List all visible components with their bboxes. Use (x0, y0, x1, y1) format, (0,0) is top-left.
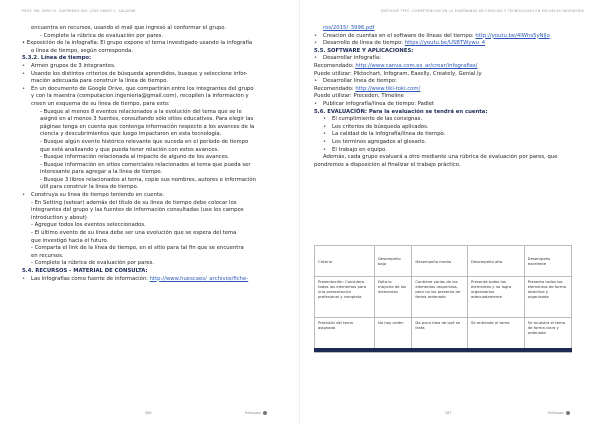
line-text: Los criterios de búsqueda aplicados. (332, 123, 429, 130)
right-page-body (314, 25, 584, 169)
line-text: 5.6. EVALUACIÓN: Para la evaluación se tendrá en cuenta: (314, 108, 488, 115)
right-text-line (314, 154, 584, 162)
right-text-line (314, 116, 584, 124)
line-text: El cumplimiento de las consignas. (332, 116, 423, 123)
rubric-cell: Se muestra el tema de forma clara y ordenada (524, 318, 571, 353)
left-text-line: o línea de tiempo, según corresponda. (31, 47, 134, 54)
left-text-line: encuentra en recursos, usando el mail que ingresó al conformar el grupo. (31, 25, 227, 31)
left-text-line: que investigó hacia el futuro. (31, 237, 109, 244)
rubric-table (314, 245, 572, 353)
left-text-line: - El último evento de su línea debe ser una evolución que se espera del tema (31, 230, 237, 237)
rubric-row (315, 277, 572, 318)
rubric-header-cell: Desempeño bajo (375, 246, 412, 277)
resource-line (22, 276, 292, 284)
line-text: Desarrollar línea de tiempo: (323, 78, 397, 85)
left-text-line: páginas tenga en cuenta que contenga información respecto a los avances de la (40, 123, 255, 130)
right-text-line (314, 139, 584, 147)
left-text-line: - Complete la rúbrica de evaluación por pares. (40, 32, 164, 39)
line-text: Recomendado: (314, 85, 356, 92)
left-text-line: interesante para agregar a la línea de tiempo. (40, 169, 163, 176)
left-text-line: y con la maestra (computacion.ingenieria@gmail.com), recopilen la información y (31, 93, 249, 100)
rubric-cell: Da poca idea de qué se trata (412, 318, 468, 353)
line-text: 5.5. SOFTWARE Y APLICACIONES: (314, 47, 414, 54)
resource-link[interactable]: https://youtu.be/USBTWywu_4 (404, 40, 486, 47)
left-text-line: integrantes del grupo y las fuentes de información consultadas (use los campos (31, 207, 244, 214)
rubric-header-cell: Desempeño alto (468, 246, 525, 277)
left-text-line: - Comparta el link de la línea de tiempo, en el sitio para tal fin que se encuentra (31, 245, 244, 252)
left-text-line: introduction y about) (31, 214, 87, 221)
resource-link[interactable]: ros/2015/_3996.pdf (323, 25, 375, 31)
line-text: pondremos a disposición al finalizar el trabajo práctico. (314, 161, 461, 168)
left-text-line: - Busque información relacionada al impacto de alguno de los avances. (40, 154, 230, 161)
line-text: Desarrollo de línea de tiempo: (323, 40, 405, 47)
right-text-line (314, 162, 584, 170)
right-text-line (314, 55, 584, 63)
rubric-cell: Presenta todos los elementos de forma atractiva y organizada (524, 277, 571, 318)
left-text-line: - Busque algún evento histórico relevante que suceda en el período de tiempo (40, 138, 249, 145)
rubric-cell: Falta la mayoría de los elementos (375, 277, 412, 318)
left-text-line: • Exposición de la infografía: El grupo expone el tema investigado usando la infografía (22, 40, 253, 47)
right-text-line (314, 40, 584, 48)
resource-link[interactable]: http://www.canva.com.es_ar/crear/infografias/ (355, 62, 478, 69)
left-text-line: - Busque al menos 8 eventos relacionados a la evolución del tema que se le (40, 108, 242, 115)
rubric-cell: Precisión del tema asignado (315, 318, 375, 353)
rubric-header-row (315, 246, 572, 277)
right-text-line (314, 147, 584, 155)
left-text-line: 5.3.2. Línea de tiempo: (22, 55, 92, 62)
right-text-line (314, 109, 584, 117)
line-text: Puede utilizar: Piktochart, Infogram, Easelly, Creately, Genial.ly (314, 70, 482, 77)
rubric-cell: Presenta todos los elementos y no logra organizarlos adecuadamente (468, 277, 525, 318)
brand-left (245, 411, 267, 415)
line-text: Los términos agregados al glosario. (332, 138, 427, 145)
line-text: Desarrollar infografía: (323, 55, 381, 62)
left-text-line: que está analizando y que pueda tener relación con estos avances. (40, 146, 219, 153)
right-text-line (314, 101, 584, 109)
left-text-line: • Usando los distintos criterios de búsqueda aprendidos, busque y seleccione infor- (22, 71, 292, 79)
left-text-line: - Busque 3 libros relacionados al tema, copie sus nombres, autores e información (40, 176, 257, 183)
left-text-line: útil para construir la línea de tiempo. (40, 184, 139, 191)
left-text-line: mación adecuada para construir la línea de tiempo. (31, 78, 169, 85)
line-text: Además, cada grupo evaluará a otro mediante una rúbrica de evaluación por pares, que (323, 154, 558, 161)
right-text-line (314, 78, 584, 86)
rubric-cell: Presentación: Considera todos los elementos para una presentación profesional y completa (315, 277, 375, 318)
right-text-line (314, 86, 584, 94)
page-number-right: 287 (445, 411, 452, 415)
left-text-line: creen un esquema de su línea de tiempo, para esto: (31, 100, 170, 107)
brand-right (548, 411, 570, 415)
left-text-line: • Armen grupos de 3 integrantes. (22, 63, 292, 71)
resource-label: Las infografías como fuente de información: (31, 275, 150, 282)
left-text-line: 5.4. RECURSOS - MATERIAL DE CONSULTA: (22, 268, 148, 274)
left-text-line: • En un documento de Google Drive, que compartirán entre los integrantes del grupo (22, 86, 292, 94)
line-text: Puede utilizar: Preceden, Timeline (314, 93, 404, 100)
left-text-line: - En Setting (setear) además del título de su línea de tiempo debe colocar los (31, 199, 237, 206)
resource-link[interactable]: http://www.huescaes/_archivos/fiche- (149, 275, 249, 282)
line-text: El trabajo en equipo. (332, 146, 387, 153)
left-text-line: ciencia y descubrimientos que luego impactaron en esta tecnología. (40, 131, 222, 138)
line-text: Recomendado: (314, 62, 356, 69)
brand-right-text: Enfoques (548, 411, 564, 415)
resource-link[interactable]: http://youtu.be/4lWhs5yNlJo (475, 32, 550, 39)
rubric-cell: Se entiende el tema (468, 318, 525, 353)
left-text-line: - Busque información en sitios comerciales relacionados al tema que pueda ser (40, 161, 251, 168)
left-text-line: - Complete la rúbrica de evaluación por pares. (31, 260, 155, 267)
line-text: La calidad de la infografía/línea de tiempo. (332, 131, 446, 138)
left-page-body (22, 25, 292, 283)
running-head-left: PROF. MA. SIRIO D. GUERRERO ING. JOSE DARIO C. SALAZAR (22, 9, 136, 13)
brand-left-text: Enfoques (245, 411, 261, 415)
right-page (300, 0, 600, 424)
resource-link[interactable]: http://www.tiki-toki.com/ (355, 85, 421, 92)
left-text-line: en recursos. (31, 252, 64, 259)
rubric-cell: No hay orden (375, 318, 412, 353)
right-text-line (314, 93, 584, 101)
page-number-left: 286 (145, 411, 152, 415)
right-text-line (314, 63, 584, 71)
rubric-header-cell: Desempeño excelente (524, 246, 571, 277)
line-text: Creación de cuentas en el software de líneas del tiempo: (323, 32, 476, 39)
brand-logo-icon (263, 411, 267, 415)
table-footer-bar (314, 348, 572, 352)
right-text-line (314, 131, 584, 139)
left-text-line: • Construya su línea de tiempo teniendo en cuenta: (22, 192, 292, 200)
rubric-header-cell: Criterio (315, 246, 375, 277)
rubric-header-cell: Desempeño medio (412, 246, 468, 277)
left-text-line: asignó en al menos 3 fuentes, consultando sólo sitios educativos. Para elegir las (40, 116, 254, 123)
rubric-cell: Contiene varios de los elementos requeridos, pero no los presenta de forma ordenada (412, 277, 468, 318)
line-text: Publicar infografía/línea de tiempo: Padlet (323, 100, 435, 107)
left-text-line: - Agregue todos los eventos seleccionados. (31, 222, 146, 229)
brand-logo-icon (566, 411, 570, 415)
link-continuation (314, 25, 584, 33)
running-head-right: ENFOQUE TPYC: COMPETENCIAS EN LA ENSEÑANZA DE CIENCIAS Y TECNOLOGÍAS EN ESCUELAS INGENIERIA (381, 9, 584, 13)
